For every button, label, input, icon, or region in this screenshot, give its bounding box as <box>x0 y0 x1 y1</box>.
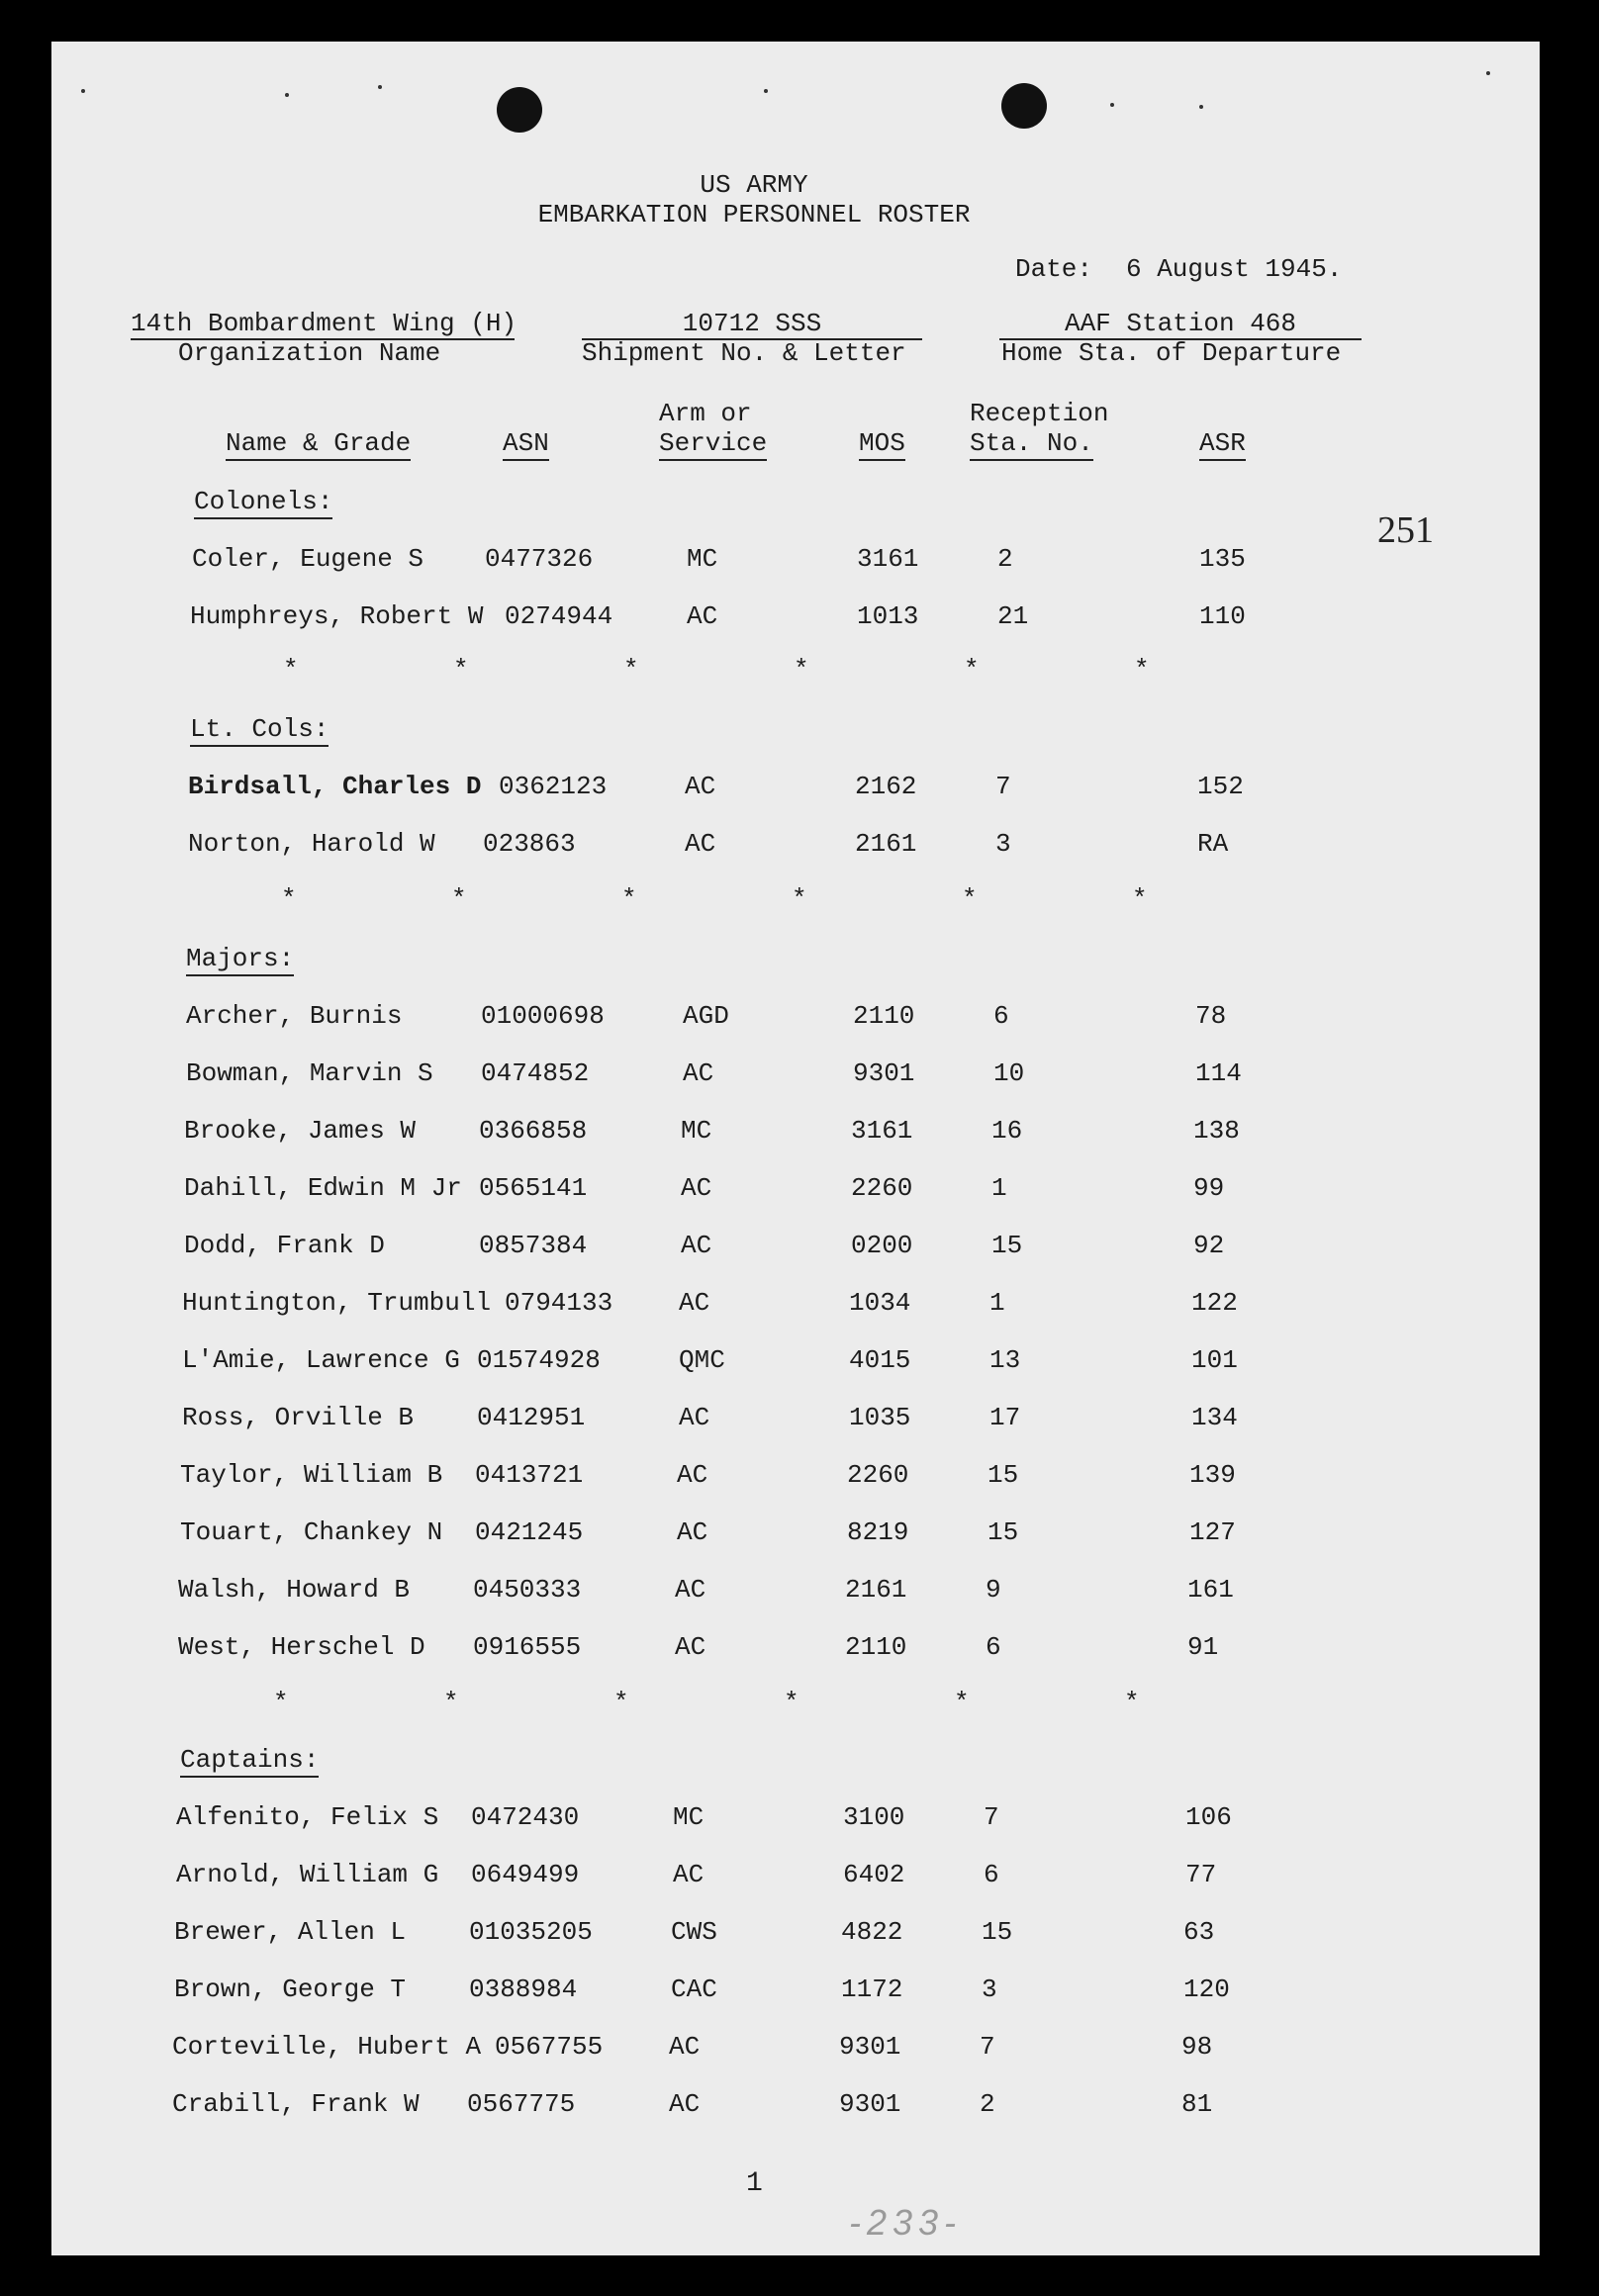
cell-asr: 92 <box>1193 1231 1225 1260</box>
cell-asr: 81 <box>1181 2089 1213 2119</box>
cell-sta: 17 <box>989 1403 1021 1432</box>
column-asn: ASN <box>503 429 549 461</box>
table-row <box>51 544 1540 574</box>
table-row <box>51 1802 1540 1832</box>
cell-asr: 78 <box>1195 1001 1227 1031</box>
separator-star: * <box>784 1688 800 1717</box>
table-row <box>51 1116 1540 1146</box>
separator-stars <box>51 884 1540 914</box>
cell-name: Brooke, James W <box>184 1116 417 1146</box>
separator-star: * <box>792 884 807 914</box>
station-value: AAF Station 468 <box>1064 309 1297 338</box>
cell-name: Coler, Eugene S <box>192 544 424 574</box>
table-row <box>51 2089 1540 2119</box>
cell-name: Walsh, Howard B <box>178 1575 411 1605</box>
cell-sta: 1 <box>989 1288 1005 1318</box>
table-row <box>51 1860 1540 1889</box>
cell-asr: 91 <box>1187 1632 1219 1662</box>
cell-name: Archer, Burnis <box>186 1001 403 1031</box>
cell-asr: 106 <box>1185 1802 1232 1832</box>
header-line2: EMBARKATION PERSONNEL ROSTER <box>537 200 971 230</box>
cell-mos: 3161 <box>851 1116 913 1146</box>
cell-sta: 6 <box>986 1632 1001 1662</box>
column-name: Name & Grade <box>226 429 411 461</box>
cell-mos: 4015 <box>849 1345 911 1375</box>
cell-asr: 127 <box>1189 1517 1236 1547</box>
cell-asn: 0412951 <box>477 1403 586 1432</box>
separator-star: * <box>1132 884 1148 914</box>
cell-arm: AGD <box>683 1001 729 1031</box>
table-row <box>51 1975 1540 2004</box>
cell-name: L'Amie, Lawrence G <box>182 1345 460 1375</box>
cell-sta: 15 <box>991 1231 1023 1260</box>
cell-mos: 9301 <box>853 1058 915 1088</box>
cell-mos: 1034 <box>849 1288 911 1318</box>
cell-asn: 0794133 <box>505 1288 613 1318</box>
cell-asn: 0421245 <box>475 1517 584 1547</box>
cell-asn: 0474852 <box>481 1058 590 1088</box>
speck <box>1110 103 1114 107</box>
cell-arm: AC <box>677 1517 708 1547</box>
punch-hole-left <box>497 87 542 133</box>
column-arm-line1: Arm or <box>659 399 752 428</box>
speck <box>285 93 289 97</box>
cell-name: Huntington, Trumbull <box>182 1288 492 1318</box>
cell-sta: 9 <box>986 1575 1001 1605</box>
table-row <box>51 1917 1540 1947</box>
cell-asn: 0567755 <box>495 2032 604 2062</box>
cell-asr: 152 <box>1197 772 1244 801</box>
cell-asr: 139 <box>1189 1460 1236 1490</box>
shipment-label: Shipment No. & Letter <box>582 338 906 368</box>
speck <box>378 85 382 89</box>
cell-arm: AC <box>675 1632 706 1662</box>
separator-stars <box>51 655 1540 685</box>
cell-arm: AC <box>675 1575 706 1605</box>
cell-asn: 0362123 <box>499 772 608 801</box>
cell-sta: 7 <box>980 2032 995 2062</box>
cell-asr: 98 <box>1181 2032 1213 2062</box>
cell-sta: 15 <box>988 1460 1019 1490</box>
cell-arm: AC <box>681 1231 712 1260</box>
cell-sta: 7 <box>995 772 1011 801</box>
cell-asn: 0413721 <box>475 1460 584 1490</box>
page-number: 1 <box>746 2168 763 2199</box>
cell-asr: 114 <box>1195 1058 1242 1088</box>
section-title-colonels: Colonels: <box>194 487 332 519</box>
cell-mos: 2161 <box>845 1575 907 1605</box>
cell-sta: 7 <box>984 1802 999 1832</box>
separator-star: * <box>453 655 469 685</box>
cell-sta: 1 <box>991 1173 1007 1203</box>
roster-page <box>51 42 1540 2255</box>
cell-mos: 1013 <box>857 601 919 631</box>
separator-star: * <box>794 655 809 685</box>
cell-arm: AC <box>683 1058 714 1088</box>
separator-star: * <box>954 1688 970 1717</box>
table-row <box>51 2032 1540 2062</box>
separator-star: * <box>273 1688 289 1717</box>
cell-name: Brown, George T <box>174 1975 407 2004</box>
cell-asn: 023863 <box>483 829 576 859</box>
table-row <box>51 1001 1540 1031</box>
separator-stars <box>51 1688 1540 1717</box>
cell-mos: 2260 <box>847 1460 909 1490</box>
table-row <box>51 1403 1540 1432</box>
cell-arm: AC <box>679 1288 710 1318</box>
cell-name: Dodd, Frank D <box>184 1231 385 1260</box>
cell-asr: RA <box>1197 829 1229 859</box>
separator-star: * <box>451 884 467 914</box>
cell-mos: 3161 <box>857 544 919 574</box>
organization-value: 14th Bombardment Wing (H) <box>131 309 517 338</box>
cell-sta: 3 <box>995 829 1011 859</box>
column-mos: MOS <box>859 429 905 461</box>
cell-arm: AC <box>669 2089 701 2119</box>
cell-mos: 6402 <box>843 1860 905 1889</box>
cell-mos: 2260 <box>851 1173 913 1203</box>
cell-arm: MC <box>673 1802 705 1832</box>
cell-asr: 161 <box>1187 1575 1234 1605</box>
cell-name: Alfenito, Felix S <box>176 1802 439 1832</box>
cell-asn: 01000698 <box>481 1001 605 1031</box>
speck <box>1486 71 1490 75</box>
cell-mos: 2161 <box>855 829 917 859</box>
cell-sta: 15 <box>982 1917 1013 1947</box>
cell-asn: 0567775 <box>467 2089 576 2119</box>
cell-name: Humphreys, Robert W <box>190 601 484 631</box>
stamp-number: 251 <box>1377 509 1434 551</box>
cell-mos: 2110 <box>853 1001 915 1031</box>
archive-number: -233- <box>849 2202 963 2243</box>
table-row <box>51 1632 1540 1662</box>
cell-sta: 2 <box>997 544 1013 574</box>
date-label: Date: <box>1015 254 1093 284</box>
cell-asr: 138 <box>1193 1116 1240 1146</box>
cell-asn: 0472430 <box>471 1802 580 1832</box>
cell-arm: CWS <box>671 1917 717 1947</box>
cell-name: Bowman, Marvin S <box>186 1058 433 1088</box>
cell-asr: 122 <box>1191 1288 1238 1318</box>
separator-star: * <box>283 655 299 685</box>
cell-asn: 0565141 <box>479 1173 588 1203</box>
cell-sta: 2 <box>980 2089 995 2119</box>
section-title-majors: Majors: <box>186 944 294 976</box>
cell-asr: 135 <box>1199 544 1246 574</box>
column-reception-line2: Sta. No. <box>970 429 1093 461</box>
cell-arm: AC <box>677 1460 708 1490</box>
table-row <box>51 1173 1540 1203</box>
cell-name: Crabill, Frank W <box>172 2089 420 2119</box>
cell-name: Dahill, Edwin M Jr <box>184 1173 462 1203</box>
cell-mos: 8219 <box>847 1517 909 1547</box>
separator-star: * <box>281 884 297 914</box>
cell-arm: AC <box>685 829 716 859</box>
separator-star: * <box>623 655 639 685</box>
header-line1: US ARMY <box>700 170 808 200</box>
cell-sta: 3 <box>982 1975 997 2004</box>
cell-asn: 0477326 <box>485 544 594 574</box>
cell-mos: 1035 <box>849 1403 911 1432</box>
shipment-value: 10712 SSS <box>682 309 822 338</box>
cell-sta: 13 <box>989 1345 1021 1375</box>
cell-asr: 134 <box>1191 1403 1238 1432</box>
cell-arm: AC <box>681 1173 712 1203</box>
cell-arm: MC <box>687 544 718 574</box>
cell-mos: 9301 <box>839 2032 901 2062</box>
cell-asn: 0274944 <box>505 601 613 631</box>
cell-asr: 101 <box>1191 1345 1238 1375</box>
cell-name: Taylor, William B <box>180 1460 443 1490</box>
cell-asn: 0366858 <box>479 1116 588 1146</box>
cell-name: Ross, Orville B <box>182 1403 415 1432</box>
cell-arm: AC <box>679 1403 710 1432</box>
separator-star: * <box>443 1688 459 1717</box>
cell-sta: 10 <box>993 1058 1025 1088</box>
cell-arm: AC <box>669 2032 701 2062</box>
separator-star: * <box>621 884 637 914</box>
section-title-lt-cols: Lt. Cols: <box>190 714 329 747</box>
cell-name: Arnold, William G <box>176 1860 439 1889</box>
cell-asr: 120 <box>1183 1975 1230 2004</box>
cell-asn: 0916555 <box>473 1632 582 1662</box>
cell-asr: 63 <box>1183 1917 1215 1947</box>
table-row <box>51 1575 1540 1605</box>
cell-asn: 0450333 <box>473 1575 582 1605</box>
column-asr: ASR <box>1199 429 1246 461</box>
cell-name: Birdsall, Charles D <box>188 772 482 801</box>
cell-asr: 99 <box>1193 1173 1225 1203</box>
cell-name: Brewer, Allen L <box>174 1917 407 1947</box>
cell-sta: 6 <box>993 1001 1009 1031</box>
separator-star: * <box>964 655 980 685</box>
column-arm-line2: Service <box>659 429 767 461</box>
table-row <box>51 829 1540 859</box>
speck <box>1199 105 1203 109</box>
cell-name: Corteville, Hubert A <box>172 2032 482 2062</box>
cell-arm: QMC <box>679 1345 725 1375</box>
table-row <box>51 1231 1540 1260</box>
table-row <box>51 1058 1540 1088</box>
cell-mos: 9301 <box>839 2089 901 2119</box>
cell-name: Norton, Harold W <box>188 829 435 859</box>
table-row <box>51 601 1540 631</box>
speck <box>81 89 85 93</box>
cell-mos: 2110 <box>845 1632 907 1662</box>
station-label: Home Sta. of Departure <box>1001 338 1342 368</box>
punch-hole-right <box>1001 83 1047 129</box>
cell-sta: 16 <box>991 1116 1023 1146</box>
cell-asn: 0388984 <box>469 1975 578 2004</box>
cell-mos: 0200 <box>851 1231 913 1260</box>
cell-asn: 01574928 <box>477 1345 601 1375</box>
separator-star: * <box>1134 655 1150 685</box>
section-title-captains: Captains: <box>180 1745 319 1778</box>
separator-star: * <box>613 1688 629 1717</box>
date-value: 6 August 1945. <box>1126 254 1343 284</box>
cell-mos: 4822 <box>841 1917 903 1947</box>
column-reception-line1: Reception <box>970 399 1109 428</box>
separator-star: * <box>962 884 978 914</box>
cell-name: Touart, Chankey N <box>180 1517 443 1547</box>
cell-sta: 6 <box>984 1860 999 1889</box>
cell-sta: 15 <box>988 1517 1019 1547</box>
table-row <box>51 772 1540 801</box>
cell-asr: 110 <box>1199 601 1246 631</box>
cell-arm: AC <box>687 601 718 631</box>
table-row <box>51 1288 1540 1318</box>
cell-sta: 21 <box>997 601 1029 631</box>
table-row <box>51 1460 1540 1490</box>
cell-name: West, Herschel D <box>178 1632 425 1662</box>
cell-mos: 2162 <box>855 772 917 801</box>
cell-arm: MC <box>681 1116 712 1146</box>
cell-arm: CAC <box>671 1975 717 2004</box>
speck <box>764 89 768 93</box>
separator-star: * <box>1124 1688 1140 1717</box>
cell-mos: 1172 <box>841 1975 903 2004</box>
cell-asn: 01035205 <box>469 1917 593 1947</box>
cell-arm: AC <box>685 772 716 801</box>
table-row <box>51 1517 1540 1547</box>
cell-mos: 3100 <box>843 1802 905 1832</box>
cell-asn: 0649499 <box>471 1860 580 1889</box>
table-row <box>51 1345 1540 1375</box>
cell-asn: 0857384 <box>479 1231 588 1260</box>
cell-asr: 77 <box>1185 1860 1217 1889</box>
cell-arm: AC <box>673 1860 705 1889</box>
organization-label: Organization Name <box>178 338 441 368</box>
